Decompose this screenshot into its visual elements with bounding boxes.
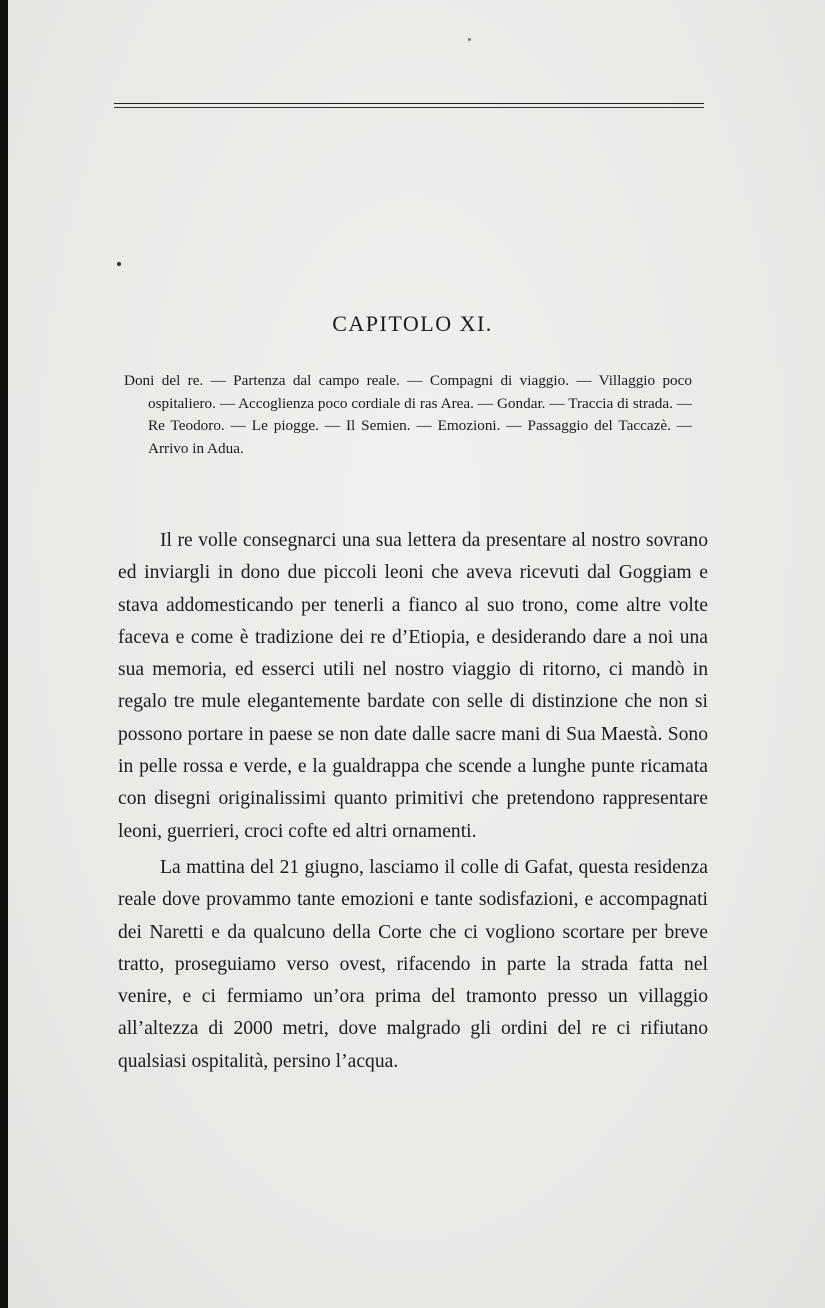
body-text (118, 525, 708, 1078)
paragraph: La mattina del 21 giugno, lasciamo il colle di Gafat, questa residenza reale dove provammo tante emozioni e tante sodisfazioni, e accompagnati dei Naretti e da qualcuno della Corte che ci vogliono scortare per breve tratto, proseguiamo verso ovest, rifacendo in parte la strada fatta nel venire, e ci fermiamo un’ora prima del tramonto presso un villaggio all’altezza di 2000 metri, dove malgrado gli ordini del re ci rifiutano qualsiasi ospitalità, persino l’acqua. (118, 856, 708, 1072)
paragraph: Il re volle consegnarci una sua lettera da presentare al nostro sovrano ed inviargli in dono due piccoli leoni che aveva ricevuti dal Goggiam e stava addomesticando per tenerli a fianco al suo trono, come altre volte faceva e come è tradizione dei re d’Etiopia, e desiderando dare a noi una sua memoria, ed esserci utili nel nostro viaggio di ritorno, ci mandò in regalo tre mule elegantemente bardate con selle di distinzione che non si possono portare in paese se non date dalle sacre mani di Sua Maestà. Sono in pelle rossa e verde, e la gualdrappa che scende a lunghe punte ricamata con disegni originalissimi quanto primitivi che pretendono rappresentare leoni, guerrieri, croci cofte ed altri ornamenti. (118, 530, 708, 842)
scan-speck (117, 262, 121, 266)
scan-speck (468, 38, 471, 41)
chapter-summary: Doni del re. — Partenza dal campo reale. — Compagni di viaggio. — Villaggio poco ospitaliero. — Accoglienza poco cordiale di ras Area. — Gondar. — Traccia di strada. — Re Teodoro. — Le piogge. — Il Semien. — Emozioni. — Passaggio del Taccazè. — Arrivo in Adua. (124, 372, 692, 457)
chapter-title: CAPITOLO XI. (332, 311, 493, 336)
page-binding-edge (0, 0, 8, 1308)
header-rule (114, 103, 704, 108)
